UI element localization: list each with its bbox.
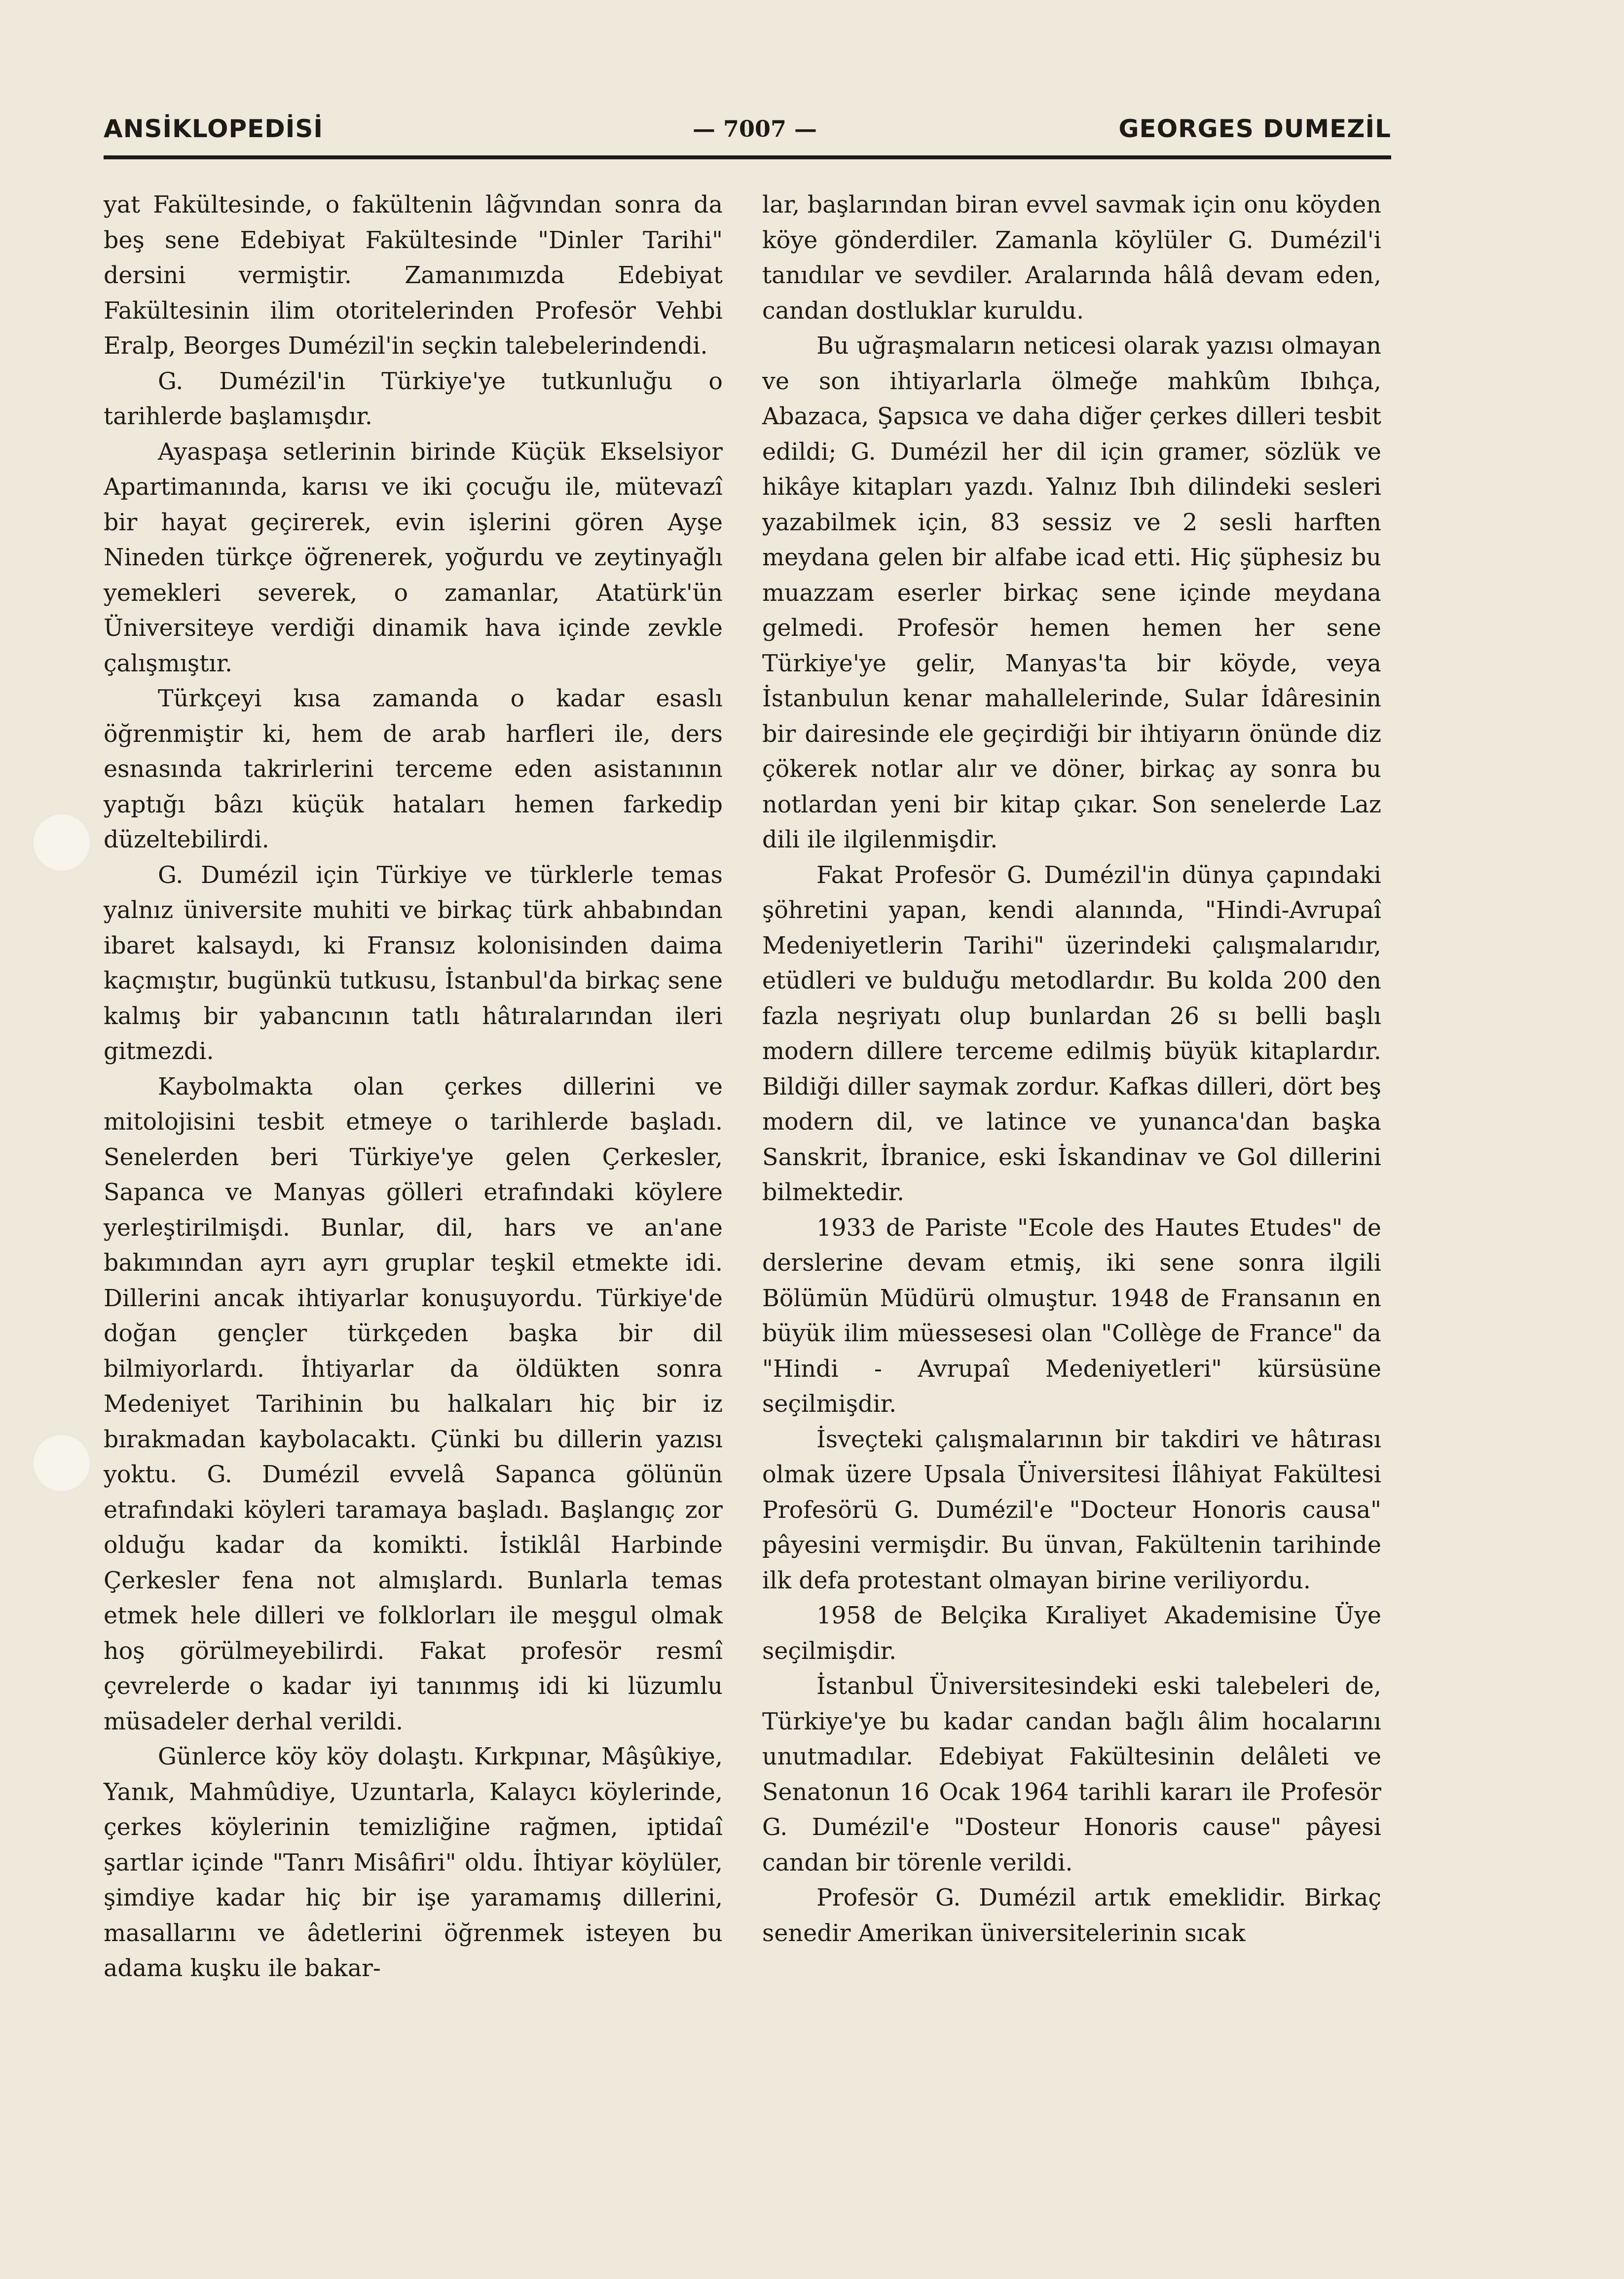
left-paragraph-2: G. Dumézil'in Türkiye'ye tutkunluğu o tarihlerde başlamışdır.: [104, 368, 723, 430]
right-paragraph-2: Bu uğraşmaların neticesi olarak yazısı olmayan ve son ihtiyarlarla ölmeğe mahkûm Ibıhça, Abazaca, Şapsıca ve daha diğer çerkes dilleri tesbit edildi; G. Dumézil her dil için gramer, sözlük ve hikâye kitapları yazdı. Yalnız Ibıh dilindeki sesleri yazabilmek için, 83 sessiz ve 2 sesli harften meydana gelen bir alfabe icad etti. Hiç şüphesiz bu muazzam eserler birkaç sene içinde meydana gelmedi. Profesör hemen hemen her sene Türkiye'ye gelir, Manyas'ta bir köyde, veya İstanbulun kenar mahallelerinde, Sular İdâresinin bir dairesinde ele geçirdiği bir ihtiyarın önünde diz çökerek notlar alır ve döner, birkaç ay sonra bu notlardan yeni bir kitap çıkar. Son senelerde Laz dili ile ilgilenmişdir.: [762, 332, 1381, 853]
header-entry-title: GEORGES DUMEZİL: [1118, 114, 1391, 143]
right-paragraph-1: lar, başlarından biran evvel savmak için onu köyden köye gönderdiler. Zamanla köylüler G. Dumézil'i tanıdılar ve sevdiler. Aralarında hâlâ devam eden, candan dostluklar kuruldu.: [762, 191, 1381, 325]
header-rule: [104, 155, 1391, 159]
left-paragraph-7: Günlerce köy köy dolaştı. Kırkpınar, Mâşûkiye, Yanık, Mahmûdiye, Uzuntarla, Kalaycı köylerinde, çerkes köylerinin temizliğine rağmen, iptidaî şartlar içinde "Tanrı Misâfiri" oldu. İhtiyar köylüler, şimdiye kadar hiç bir işe yaramamış dillerini, masallarını ve âdetlerini öğrenmek isteyen bu adama kuşku ile bakar-: [104, 1743, 723, 1982]
right-paragraph-4: 1933 de Pariste "Ecole des Hautes Etudes" de derslerine devam etmiş, iki sene sonra ilgili Bölümün Müdürü olmuştur. 1948 de Fransanın en büyük ilim müessesesi olan "Collège de France" da "Hindi - Avrupaî Medeniyetleri" kürsüsüne seçilmişdir.: [762, 1214, 1381, 1418]
header-encyclopedia-title: ANSİKLOPEDİSİ: [104, 114, 324, 143]
left-paragraph-5: G. Dumézil için Türkiye ve türklerle temas yalnız üniversite muhiti ve birkaç türk ahbabından ibaret kalsaydı, ki Fransız kolonisinden daima kaçmıştır, bugünkü tutkusu, İstanbul'da birkaç sene kalmış bir yabancının tatlı hâtıralarından ileri gitmezdi.: [104, 861, 723, 1065]
right-paragraph-3: Fakat Profesör G. Dumézil'in dünya çapındaki şöhretini yapan, kendi alanında, "Hindi-Avrupaî Medeniyetlerin Tarihi" üzerindeki çalışmalarıdır, etüdleri ve bulduğu metodlardır. Bu kolda 200 den fazla neşriyatı olup bunlardan 26 sı belli başlı modern dillere terceme edilmiş büyük kitaplardır. Bildiği diller saymak zordur. Kafkas dilleri, dört beş modern dil, ve latince ve yunanca'dan başka Sanskrit, İbranice, eski İskandinav ve Gol dillerini bilmektedir.: [762, 861, 1381, 1206]
right-paragraph-7: İstanbul Üniversitesindeki eski talebeleri de, Türkiye'ye bu kadar candan bağlı âlim hocalarını unutmadılar. Edebiyat Fakültesinin delâleti ve Senatonun 16 Ocak 1964 tarihli kararı ile Profesör G. Dumézil'e "Dosteur Honoris cause" pâyesi candan bir törenle verildi.: [762, 1673, 1381, 1876]
punch-hole-upper: [32, 813, 91, 872]
right-paragraph-5: İsveçteki çalışmalarının bir takdiri ve hâtırası olmak üzere Upsala Üniversitesi İlâhiyat Fakültesi Profesörü G. Dumézil'e "Docteur Honoris causa" pâyesini vermişdir. Bu ünvan, Fakültenin tarihinde ilk defa protestant olmayan birine veriliyordu.: [762, 1426, 1381, 1594]
right-paragraph-8: Profesör G. Dumézil artık emeklidir. Birkaç senedir Amerikan üniversitelerinin sıcak: [762, 1884, 1381, 1947]
right-paragraph-6: 1958 de Belçika Kıraliyet Akademisine Üye seçilmişdir.: [762, 1602, 1381, 1665]
right-column: [762, 187, 1381, 1951]
page-header: [104, 110, 1391, 149]
left-paragraph-3: Ayaspaşa setlerinin birinde Küçük Ekselsiyor Apartimanında, karısı ve iki çocuğu ile, mütevazî bir hayat geçirerek, evin işlerini gören Ayşe Nineden türkçe öğrenerek, yoğurdu ve zeytinyağlı yemekleri severek, o zamanlar, Atatürk'ün Üniversiteye verdiği dinamik hava içinde zevkle çalışmıştır.: [104, 438, 723, 677]
left-paragraph-6: Kaybolmakta olan çerkes dillerini ve mitolojisini tesbit etmeye o tarihlerde başladı. Senelerden beri Türkiye'ye gelen Çerkesler, Sapanca ve Manyas gölleri etrafındaki köylere yerleştirilmişdi. Bunlar, dil, hars ve an'ane bakımından ayrı ayrı gruplar teşkil etmekte idi. Dillerini ancak ihtiyarlar konuşuyordu. Türkiye'de doğan gençler türkçeden başka bir dil bilmiyorlardı. İhtiyarlar da öldükten sonra Medeniyet Tarihinin bu halkaları hiç bir iz bırakmadan kaybolacaktı. Çünki bu dillerin yazısı yoktu. G. Dumézil evvelâ Sapanca gölünün etrafındaki köyleri taramaya başladı. Başlangıç zor olduğu kadar da komikti. İstiklâl Harbinde Çerkesler fena not almışlardı. Bunlarla temas etmek hele dilleri ve folklorları ile meşgul olmak hoş görülmeyebilirdi. Fakat profesör resmî çevrelerde o kadar iyi tanınmış idi ki lüzumlu müsadeler derhal verildi.: [104, 1073, 723, 1735]
left-column: [104, 187, 723, 1986]
punch-hole-lower: [32, 1434, 91, 1493]
left-paragraph-4: Türkçeyi kısa zamanda o kadar esaslı öğrenmiştir ki, hem de arab harfleri ile, ders esnasında takrirlerini terceme eden asistanının yaptığı bâzı küçük hataları hemen farkedip düzeltebilirdi.: [104, 685, 723, 853]
page-number: — 7007 —: [692, 115, 817, 142]
left-paragraph-1: yat Fakültesinde, o fakültenin lâğvından sonra da beş sene Edebiyat Fakültesinde "Dinler Tarihi" dersini vermiştir. Zamanımızda Edebiyat Fakültesinin ilim otoritelerinden Profesör Vehbi Eralp, Beorges Dumézil'in seçkin talebelerindendi.: [104, 191, 723, 360]
